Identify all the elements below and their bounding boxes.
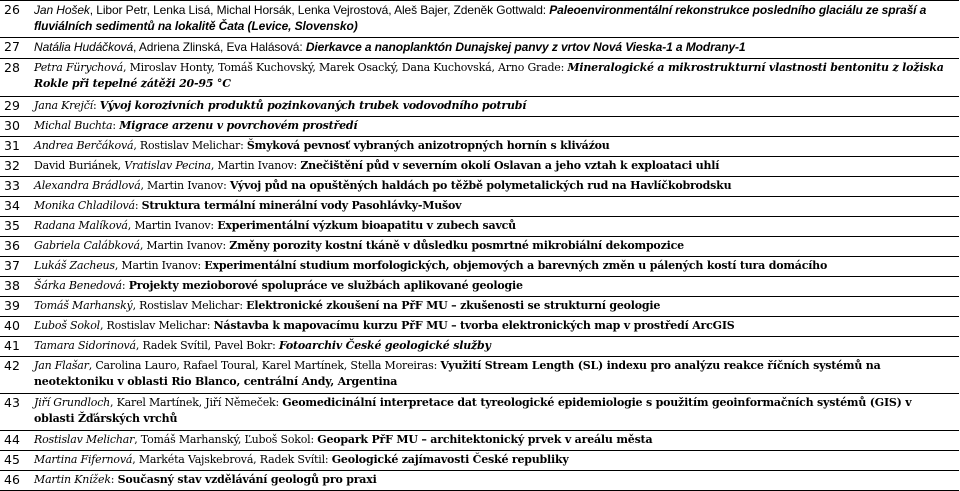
row-number: 27: [0, 38, 30, 59]
co-authors: , Radek Svítil, Pavel Bokr:: [135, 339, 279, 352]
talk-entry: [30, 237, 959, 257]
talk-entry: [30, 197, 959, 217]
talk-title: Nástavba k mapovacímu kurzu PřF MU – tvorba elektronických map v prostředí ArcGIS: [213, 319, 735, 332]
talk-entry: [30, 1, 959, 38]
table-row: [0, 117, 959, 137]
table-row: [0, 471, 959, 491]
presenting-author: Alexandra Brádlová: [34, 179, 141, 192]
presenting-author: Vratislav Pecina: [124, 159, 211, 172]
talk-entry: [30, 297, 959, 317]
co-authors: , Martin Ivanov:: [127, 219, 218, 232]
talk-entry: [30, 317, 959, 337]
talk-title: Struktura termální minerální vody Pasohlávky-Mušov: [141, 199, 462, 212]
row-number: 44: [0, 431, 30, 451]
talk-title: Paleoenvironmentální rekonstrukce posledního glaciálu ze spraší a fluviálních sedimentů na lokalitě Čata (Levice, Slovensko): [34, 3, 927, 33]
table-row: [0, 237, 959, 257]
talk-title: Migrace arzenu v povrchovém prostředí: [119, 119, 358, 132]
co-authors: , Libor Petr, Lenka Lisá, Michal Horsák, Lenka Vejrostová, Aleš Bajer, Zdeněk Gottwald:: [89, 3, 550, 17]
row-number: 26: [0, 1, 30, 38]
co-authors: , Adriena Zlinská, Eva Halásová:: [133, 40, 306, 54]
talk-title: Dierkavce a nanoplanktón Dunajskej panvy z vrtov Nová Vieska-1 a Modrany-1: [305, 40, 746, 54]
table-row: [0, 297, 959, 317]
co-authors: , Martin Ivanov:: [140, 179, 230, 192]
table-row: [0, 1, 959, 38]
row-number: 30: [0, 117, 30, 137]
talk-entry: [30, 337, 959, 357]
presenting-author: Šárka Benedová: [34, 279, 122, 292]
table-row: [0, 97, 959, 117]
presenting-author: Martina Fifernová: [34, 453, 133, 466]
talk-title: Šmyková pevnosť vybraných anizotropných hornín s kliváźou: [246, 139, 610, 152]
co-authors: :: [112, 119, 120, 132]
table-row: [0, 277, 959, 297]
co-authors: , Martin Ivanov:: [210, 159, 301, 172]
table-row: [0, 337, 959, 357]
table-row: [0, 217, 959, 237]
talk-entry: [30, 217, 959, 237]
table-row: [0, 38, 959, 59]
talk-entry: [30, 117, 959, 137]
talk-title: Mineralogické a mikrostrukturní vlastnosti bentonitu z ložiska Rokle při tepelné zátěži 20-95 °C: [34, 61, 944, 90]
talk-title: Geologické zajímavosti České republiky: [331, 453, 569, 466]
table-row: [0, 394, 959, 431]
presenting-author: Jana Krejčí: [34, 99, 93, 112]
talk-entry: [30, 394, 959, 431]
co-authors: , Rostislav Melichar:: [133, 139, 247, 152]
talk-title: Experimentální výzkum bioapatitu v zubech savců: [217, 219, 516, 232]
row-number: 34: [0, 197, 30, 217]
talk-title: Změny porozity kostní tkáně v důsledku posmrtné mikrobiální dekompozice: [229, 239, 684, 252]
presenting-author: Natália Hudáčková: [34, 40, 134, 54]
row-number: 45: [0, 451, 30, 471]
presenting-author: Michal Buchta: [34, 119, 113, 132]
row-number: 39: [0, 297, 30, 317]
co-authors: , Markéta Vajskebrová, Radek Svítil:: [132, 453, 332, 466]
table-row: [0, 317, 959, 337]
row-number: 29: [0, 97, 30, 117]
talk-entry: [30, 177, 959, 197]
presenting-author: Lukáš Zacheus: [34, 259, 115, 272]
co-authors: , Tomáš Marhanský, Ľuboš Sokol:: [134, 433, 318, 446]
talk-entry: [30, 431, 959, 451]
co-authors: :: [110, 473, 118, 486]
presenting-author: Jan Flašar: [34, 359, 89, 372]
talk-entry: [30, 97, 959, 117]
talk-title: Znečištění půd v severním okolí Oslavan a jeho vztah k exploataci uhlí: [300, 159, 720, 172]
co-authors: , Rostislav Melichar:: [99, 319, 214, 332]
table-row: [0, 257, 959, 277]
row-number: 46: [0, 471, 30, 491]
co-authors: , Martin Ivanov:: [139, 239, 230, 252]
row-number: 28: [0, 59, 30, 97]
talk-entry: [30, 257, 959, 277]
co-authors: , Rostislav Melichar:: [132, 299, 247, 312]
presenting-author: Martin Knížek: [34, 473, 111, 486]
row-number: 35: [0, 217, 30, 237]
talk-entry: [30, 157, 959, 177]
talk-title: Vývoj půd na opuštěných haldách po těžbě polymetalických rud na Havlíčkobrodsku: [229, 179, 732, 192]
co-authors: :: [134, 199, 142, 212]
talk-entry: [30, 357, 959, 394]
table-row: [0, 451, 959, 471]
row-number: 40: [0, 317, 30, 337]
row-number: 38: [0, 277, 30, 297]
talk-entry: [30, 471, 959, 491]
talk-entry: [30, 38, 959, 59]
table-row: [0, 431, 959, 451]
co-authors: , Carolina Lauro, Rafael Toural, Karel Martínek, Stella Moreiras:: [88, 359, 441, 372]
talk-entry: [30, 137, 959, 157]
talk-title: Využití Stream Length (SL) indexu pro analýzu reakce říčních systémů na neotektoniku v oblasti Rio Blanco, centrální Andy, Argentina: [34, 359, 881, 388]
talk-title: Fotoarchiv České geologické služby: [278, 339, 491, 352]
table-row: [0, 177, 959, 197]
presenting-author: Radana Malíková: [34, 219, 128, 232]
row-number: 32: [0, 157, 30, 177]
talk-entry: [30, 59, 959, 97]
talk-title: Vývoj korozivních produktů pozinkovaných trubek vodovodního potrubí: [99, 99, 527, 112]
first-author: David Buriánek,: [34, 159, 125, 172]
presenting-author: Jiří Grundloch: [34, 396, 111, 409]
talk-title: Experimentální studium morfologických, objemových a barevných změn u pálených kostí tura domácího: [204, 259, 828, 272]
talk-title: Geopark PřF MU – architektonický prvek v areálu města: [317, 433, 653, 446]
row-number: 36: [0, 237, 30, 257]
row-number: 37: [0, 257, 30, 277]
presenting-author: Petra Fürychová: [34, 61, 123, 74]
talk-title: Současný stav vzdělávání geologů pro praxi: [117, 473, 377, 486]
table-row: [0, 157, 959, 177]
presenting-author: Tamara Sidorinová: [34, 339, 136, 352]
presenting-author: Andrea Berčáková: [34, 139, 134, 152]
presenting-author: Jan Hošek: [34, 3, 90, 17]
row-number: 31: [0, 137, 30, 157]
presenting-author: Ľuboš Sokol: [34, 319, 100, 332]
presenting-author: Rostislav Melichar: [34, 433, 135, 446]
presenting-author: Tomáš Marhanský: [34, 299, 133, 312]
talk-title: Geomedicinální interpretace dat tyreologické epidemiologie s použitím geoinformačních systémů (GIS) v oblasti Žďárských vrchů: [34, 396, 912, 425]
co-authors: , Karel Martínek, Jiří Němeček:: [110, 396, 283, 409]
table-row: [0, 197, 959, 217]
co-authors: :: [92, 99, 100, 112]
co-authors: , Miroslav Honty, Tomáš Kuchovský, Marek Osacký, Dana Kuchovská, Arno Grade:: [122, 61, 568, 74]
co-authors: , Martin Ivanov:: [114, 259, 205, 272]
row-number: 42: [0, 357, 30, 394]
presenting-author: Gabriela Calábková: [34, 239, 140, 252]
row-number: 33: [0, 177, 30, 197]
row-number: 43: [0, 394, 30, 431]
talk-title: Projekty mezioborové spolupráce ve službách aplikované geologie: [128, 279, 523, 292]
talk-title: Elektronické zkoušení na PřF MU – zkušenosti se strukturní geologie: [246, 299, 661, 312]
row-number: 41: [0, 337, 30, 357]
table-row: [0, 59, 959, 97]
talk-entry: [30, 451, 959, 471]
table-row: [0, 137, 959, 157]
co-authors: :: [121, 279, 129, 292]
talk-entry: [30, 277, 959, 297]
presenting-author: Monika Chladilová: [34, 199, 135, 212]
table-row: [0, 357, 959, 394]
